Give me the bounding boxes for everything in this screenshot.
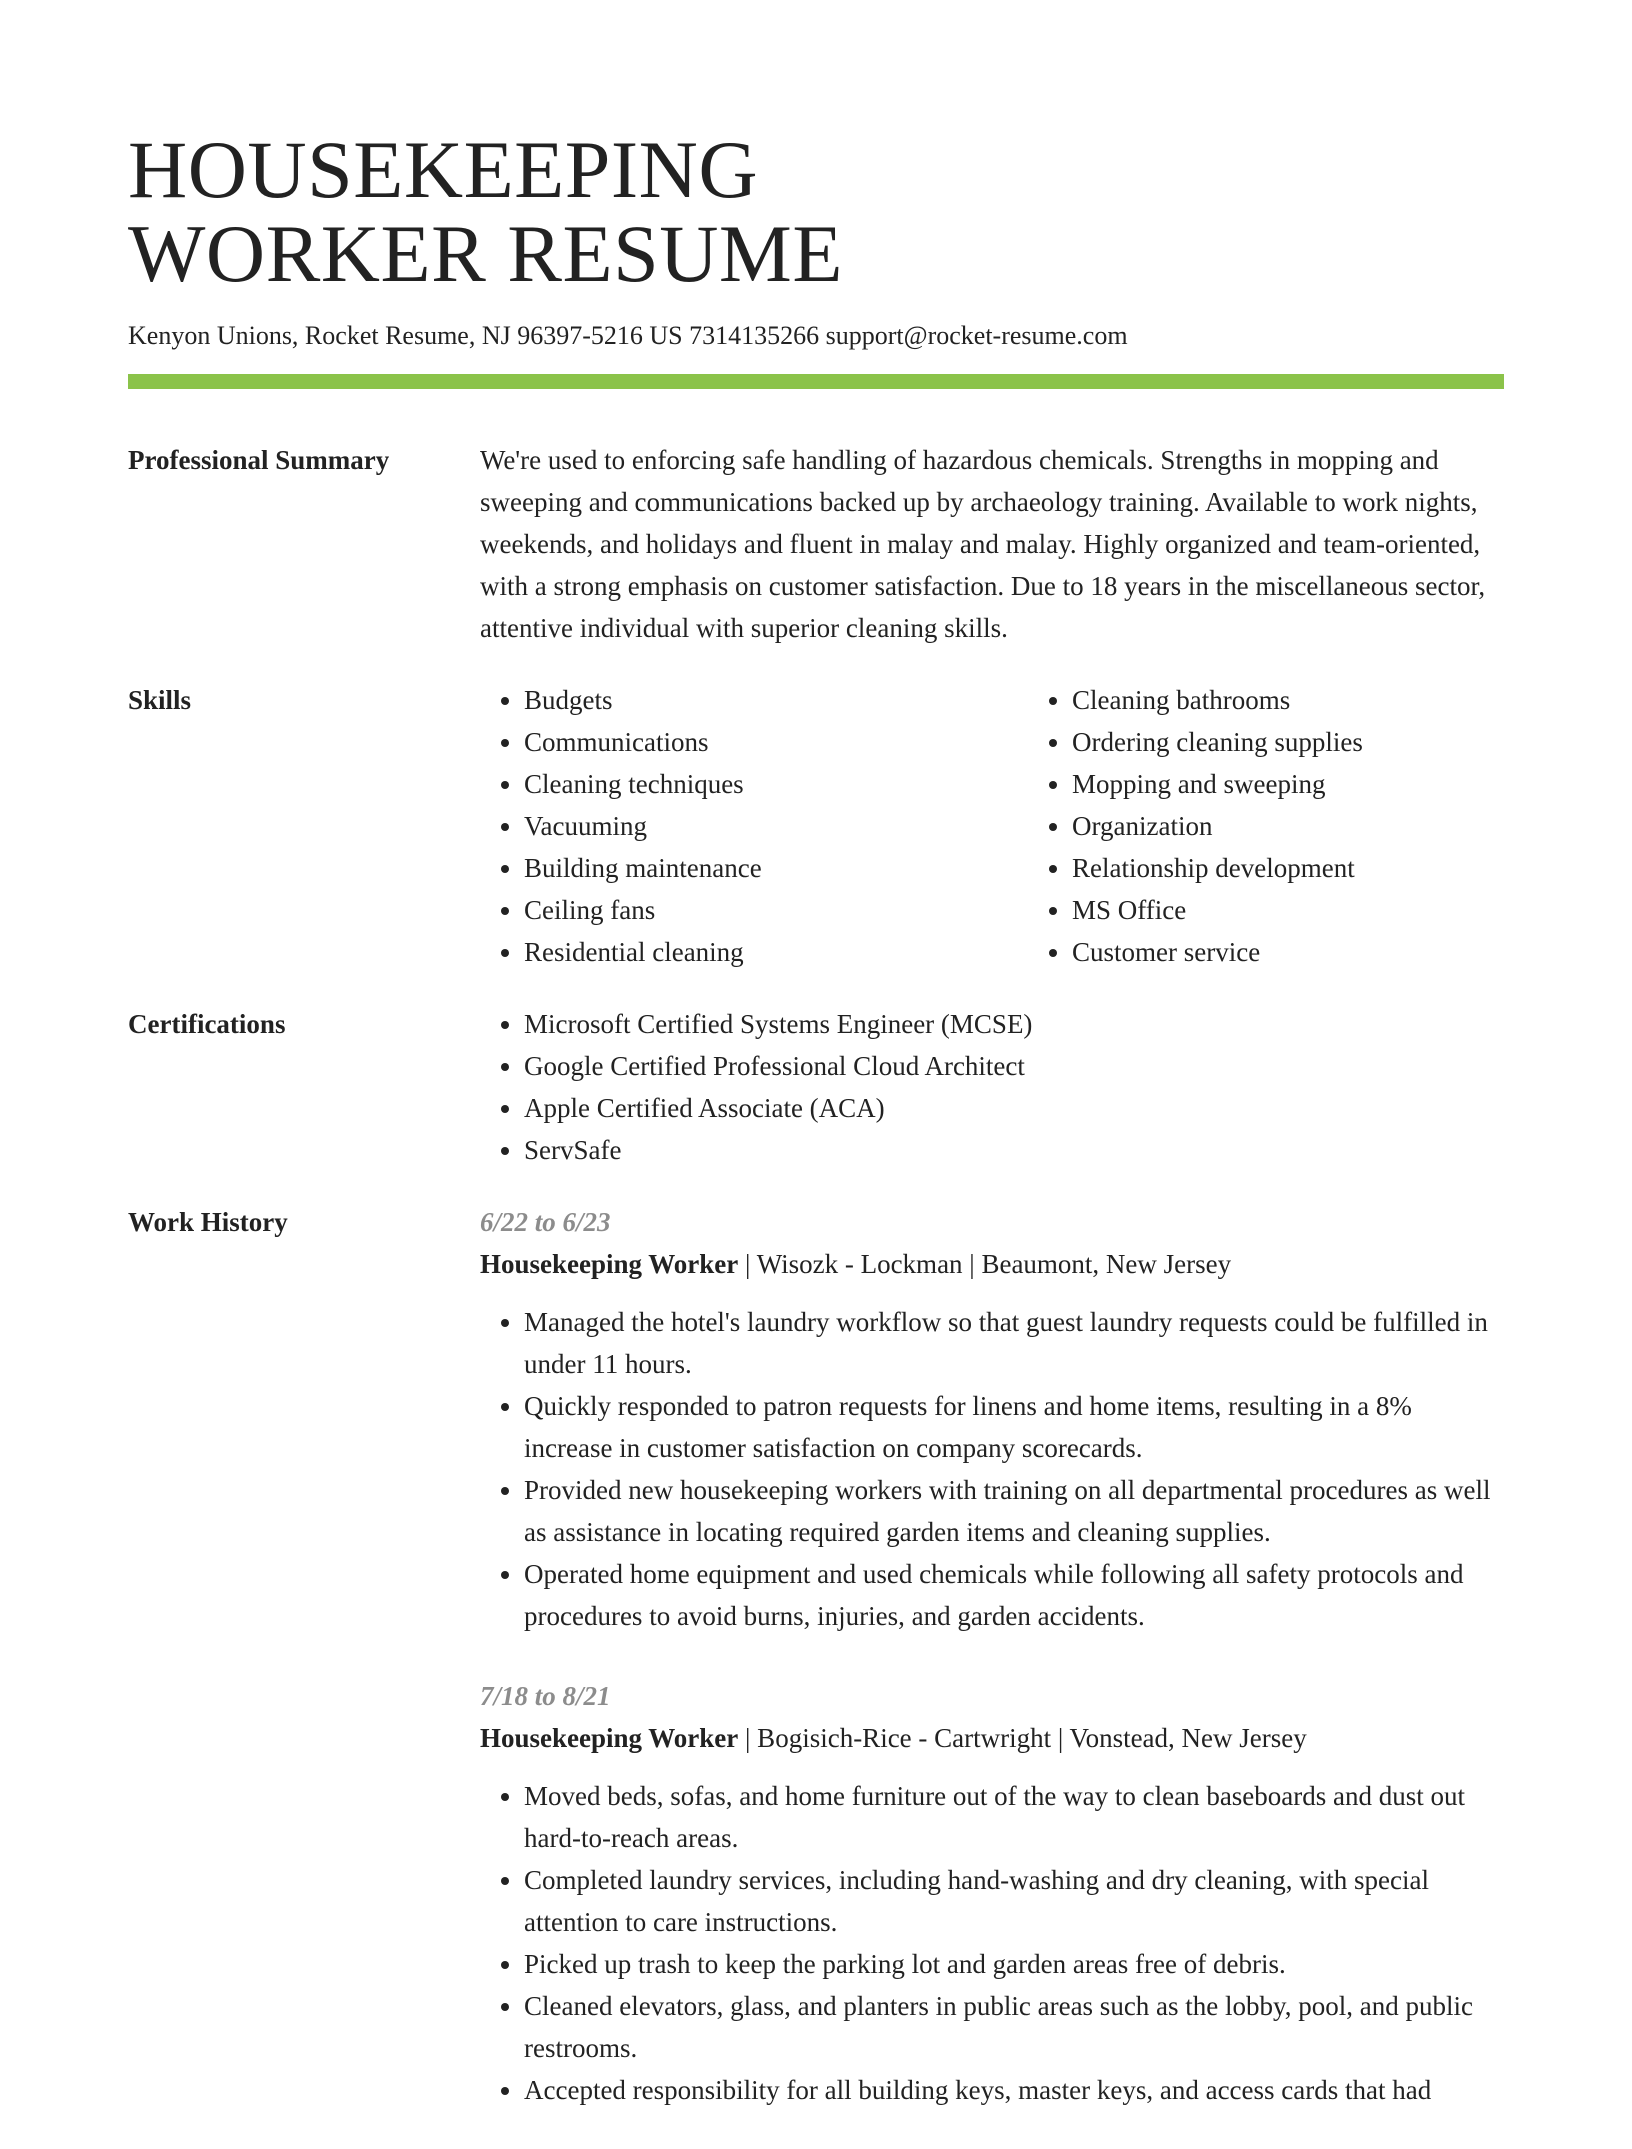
job-bullets bbox=[480, 1301, 1504, 1637]
skill-item: • MS Office bbox=[1072, 889, 1576, 931]
summary-text: We're used to enforcing safe handling of hazardous chemicals. Strengths in mopping and sweeping and communications backed up by archaeology training. Available to work nights, weekends, and holidays and fluent in malay and malay. Highly organized and team-oriented, with a strong emphasis on customer satisfaction. Due to 18 years in the miscellaneous sector, attentive individual with superior cleaning skills. bbox=[480, 445, 1486, 643]
certification-item: • ServSafe bbox=[524, 1129, 1504, 1171]
resume-title bbox=[128, 124, 1504, 299]
title-line-2: WORKER RESUME bbox=[128, 208, 843, 299]
job-entry bbox=[480, 1201, 1504, 1637]
skill-item: • Mopping and sweeping bbox=[1072, 763, 1576, 805]
skills-section bbox=[128, 679, 1504, 973]
job-heading bbox=[480, 1717, 1504, 1759]
job-bullet: • Quickly responded to patron requests for linens and home items, resulting in a 8% increase in customer satisfaction on company scorecards. bbox=[524, 1385, 1504, 1469]
title-line-1: HOUSEKEEPING bbox=[128, 124, 759, 215]
job-bullet: • Provided new housekeeping workers with training on all departmental procedures as well as assistance in locating required garden items and cleaning supplies. bbox=[524, 1469, 1504, 1553]
certification-item: • Apple Certified Associate (ACA) bbox=[524, 1087, 1504, 1129]
certifications-list bbox=[480, 1003, 1504, 1171]
job-details: | Wisozk - Lockman | Beaumont, New Jersey bbox=[738, 1249, 1232, 1279]
summary-label: Professional Summary bbox=[128, 445, 390, 475]
job-bullet: • Accepted responsibility for all building keys, master keys, and access cards that had bbox=[524, 2069, 1504, 2111]
job-bullet: • Managed the hotel's laundry workflow so that guest laundry requests could be fulfilled in under 11 hours. bbox=[524, 1301, 1504, 1385]
job-bullet: • Cleaned elevators, glass, and planters in public areas such as the lobby, pool, and public restrooms. bbox=[524, 1985, 1504, 2069]
job-heading bbox=[480, 1243, 1504, 1285]
header-divider bbox=[128, 374, 1504, 389]
skill-item: • Communications bbox=[524, 721, 1028, 763]
job-bullet: • Picked up trash to keep the parking lot and garden areas free of debris. bbox=[524, 1943, 1504, 1985]
skill-item: • Building maintenance bbox=[524, 847, 1028, 889]
skill-item: • Organization bbox=[1072, 805, 1576, 847]
skill-item: • Relationship development bbox=[1072, 847, 1576, 889]
skill-item: • Cleaning bathrooms bbox=[1072, 679, 1576, 721]
job-bullet: • Completed laundry services, including hand-washing and dry cleaning, with special attention to care instructions. bbox=[524, 1859, 1504, 1943]
work-history-label: Work History bbox=[128, 1207, 288, 1237]
certifications-section bbox=[128, 1003, 1504, 1171]
skills-label: Skills bbox=[128, 685, 192, 715]
job-bullets bbox=[480, 1775, 1504, 2111]
certification-item: • Microsoft Certified Systems Engineer (MCSE) bbox=[524, 1003, 1504, 1045]
skill-item: • Ceiling fans bbox=[524, 889, 1028, 931]
job-bullet: • Moved beds, sofas, and home furniture out of the way to clean baseboards and dust out hard-to-reach areas. bbox=[524, 1775, 1504, 1859]
skill-item: • Ordering cleaning supplies bbox=[1072, 721, 1576, 763]
skill-item: • Budgets bbox=[524, 679, 1028, 721]
contact-info: Kenyon Unions, Rocket Resume, NJ 96397-5216 US 7314135266 support@rocket-resume.com bbox=[128, 321, 1128, 350]
job-details: | Bogisich-Rice - Cartwright | Vonstead, New Jersey bbox=[738, 1723, 1307, 1753]
skill-item: • Cleaning techniques bbox=[524, 763, 1028, 805]
skill-item: • Vacuuming bbox=[524, 805, 1028, 847]
resume-page bbox=[128, 124, 1504, 2149]
work-history-section bbox=[128, 1201, 1504, 2149]
skill-item: • Customer service bbox=[1072, 931, 1576, 973]
job-bullet: • Operated home equipment and used chemicals while following all safety protocols and procedures to avoid burns, injuries, and garden accidents. bbox=[524, 1553, 1504, 1637]
job-dates: 6/22 to 6/23 bbox=[480, 1207, 611, 1237]
job-title: Housekeeping Worker bbox=[480, 1723, 739, 1753]
certification-item: • Google Certified Professional Cloud Architect bbox=[524, 1045, 1504, 1087]
job-title: Housekeeping Worker bbox=[480, 1249, 739, 1279]
job-entry bbox=[480, 1675, 1504, 2111]
skill-item: • Residential cleaning bbox=[524, 931, 1028, 973]
skills-list-col2 bbox=[1028, 679, 1576, 973]
certifications-label: Certifications bbox=[128, 1009, 286, 1039]
summary-section bbox=[128, 439, 1504, 649]
job-dates: 7/18 to 8/21 bbox=[480, 1681, 611, 1711]
skills-list-col1 bbox=[480, 679, 1028, 973]
